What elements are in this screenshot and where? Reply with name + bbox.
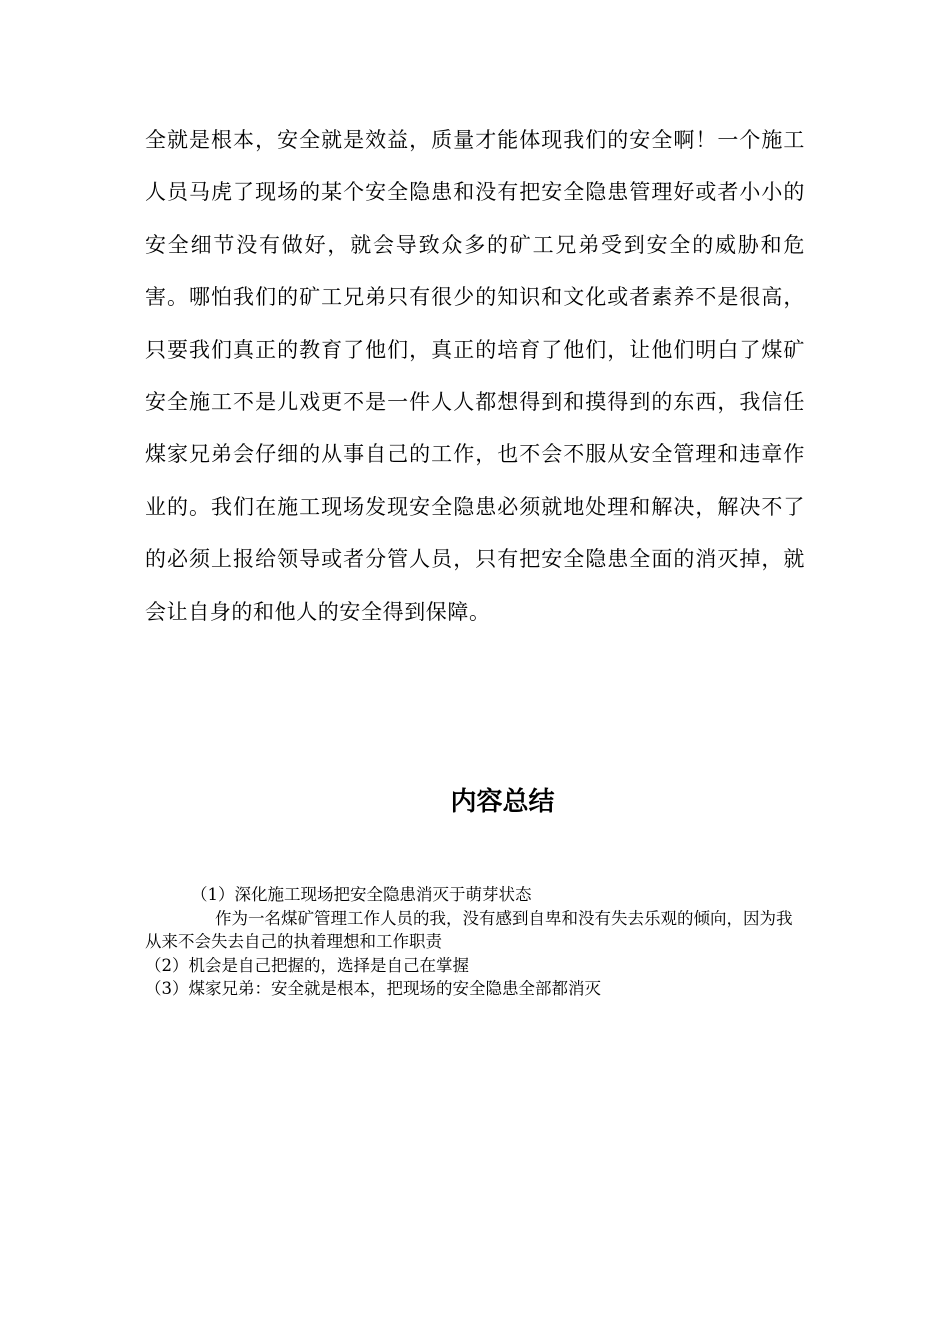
summary-item-description: 作为一名煤矿管理工作人员的我，没有感到自卑和没有失去乐观的倾向，因为我从来不会失去自己的执着理想和工作职责 <box>145 908 793 951</box>
body-paragraph: 全就是根本，安全就是效益，质量才能体现我们的安全啊！一个施工人员马虎了现场的某个安全隐患和没有把安全隐患管理好或者小小的安全细节没有做好，就会导致众多的矿工兄弟受到安全的威胁和危害。哪怕我们的矿工兄弟只有很少的知识和文化或者素养不是很高，只要我们真正的教育了他们，真正的培育了他们，让他们明白了煤矿安全施工不是儿戏更不是一件人人都想得到和摸得到的东西，我信任煤家兄弟会仔细的从事自己的工作，也不会不服从安全管理和违章作业的。我们在施工现场发现安全隐患必须就地处理和解决，解决不了的必须上报给领导或者分管人员，只有把安全隐患全面的消灭掉，就会让自身的和他人的安全得到保障。 <box>145 128 805 624</box>
summary-item-2: （2）机会是自己把握的，选择是自己在掌握 <box>145 955 469 975</box>
summary-item-1: （1）深化施工现场把安全隐患消灭于萌芽状态 <box>191 885 532 904</box>
summary-list <box>145 883 805 1001</box>
summary-title: 内容总结 <box>450 787 555 817</box>
summary-item-3: （3）煤家兄弟：安全就是根本，把现场的安全隐患全部都消灭 <box>145 979 601 998</box>
